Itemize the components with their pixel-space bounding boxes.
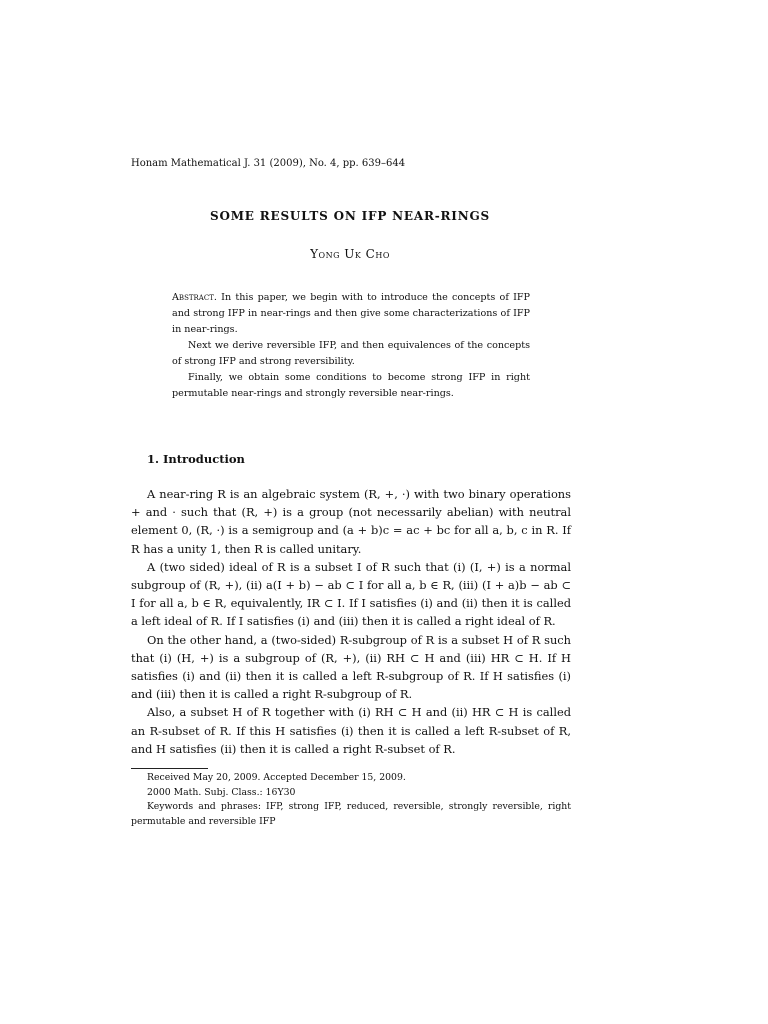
footnotes	[131, 771, 571, 829]
abstract-paragraph-2: Next we derive reversible IFP, and then equivalences of the concepts of strong IFP and strong reversibility.	[172, 340, 530, 367]
paper-author: Yong Uk Cho	[310, 247, 390, 261]
body-paragraph-2: A (two sided) ideal of R is a subset I of R such that (i) (I, +) is a normal subgroup of (R, +), (ii) a(I + b) − ab ⊂ I for all a, b ∈ R, (iii) (I + a)b − ab ⊂ I for all a, b ∈ R, equivalently, IR ⊂ I. If I satisfies (i) and (ii) then it is called a left ideal of R. If I satisfies (i) and (iii) then it is called a right ideal of R.	[131, 559, 571, 629]
abstract-paragraph-3: Finally, we obtain some conditions to become strong IFP in right permutable near-rings and strongly reversible near-rings.	[172, 372, 530, 399]
body-paragraph-1: A near-ring R is an algebraic system (R, +, ·) with two binary operations + and · such that (R, +) is a group (not necessarily abelian) with neutral element 0, (R, ·) is a semigroup and (a + b)c = ac + bc for all a, b, c in R. If R has a unity 1, then R is called unitary.	[131, 487, 571, 556]
footnote-received: Received May 20, 2009. Accepted December 15, 2009.	[147, 772, 406, 783]
abstract-label: Abstract.	[172, 292, 217, 303]
body-text	[131, 485, 571, 758]
section-heading: 1. Introduction	[147, 452, 245, 466]
paper-title: SOME RESULTS ON IFP NEAR-RINGS	[210, 209, 490, 223]
footnote-msc: 2000 Math. Subj. Class.: 16Y30	[147, 786, 296, 798]
footnote-rule	[131, 768, 208, 769]
abstract	[172, 290, 530, 402]
abstract-text-1: In this paper, we begin with to introduce the concepts of IFP and strong IFP in near-rings and then give some characterizations of IFP in near-rings.	[172, 292, 530, 335]
footnote-keywords: Keywords and phrases: IFP, strong IFP, reduced, reversible, strongly reversible, right permutable and reversible IFP	[131, 801, 571, 827]
body-paragraph-4: Also, a subset H of R together with (i) RH ⊂ H and (ii) HR ⊂ H is called an R-subset of R. If this H satisfies (i) then it is called a left R-subset of R, and H satisfies (ii) then it is called a right R-subset of R.	[131, 705, 571, 756]
abstract-paragraph-1	[172, 290, 530, 338]
journal-citation: Honam Mathematical J. 31 (2009), No. 4, pp. 639–644	[131, 158, 406, 169]
body-paragraph-3: On the other hand, a (two-sided) R-subgroup of R is a subset H of R such that (i) (H, +) is a subgroup of (R, +), (ii) RH ⊂ H and (iii) HR ⊂ H. If H satisfies (i) and (ii) then it is called a left R-subgroup of R. If H satisfies (i) and (iii) then it is called a right R-subgroup of R.	[131, 632, 571, 702]
